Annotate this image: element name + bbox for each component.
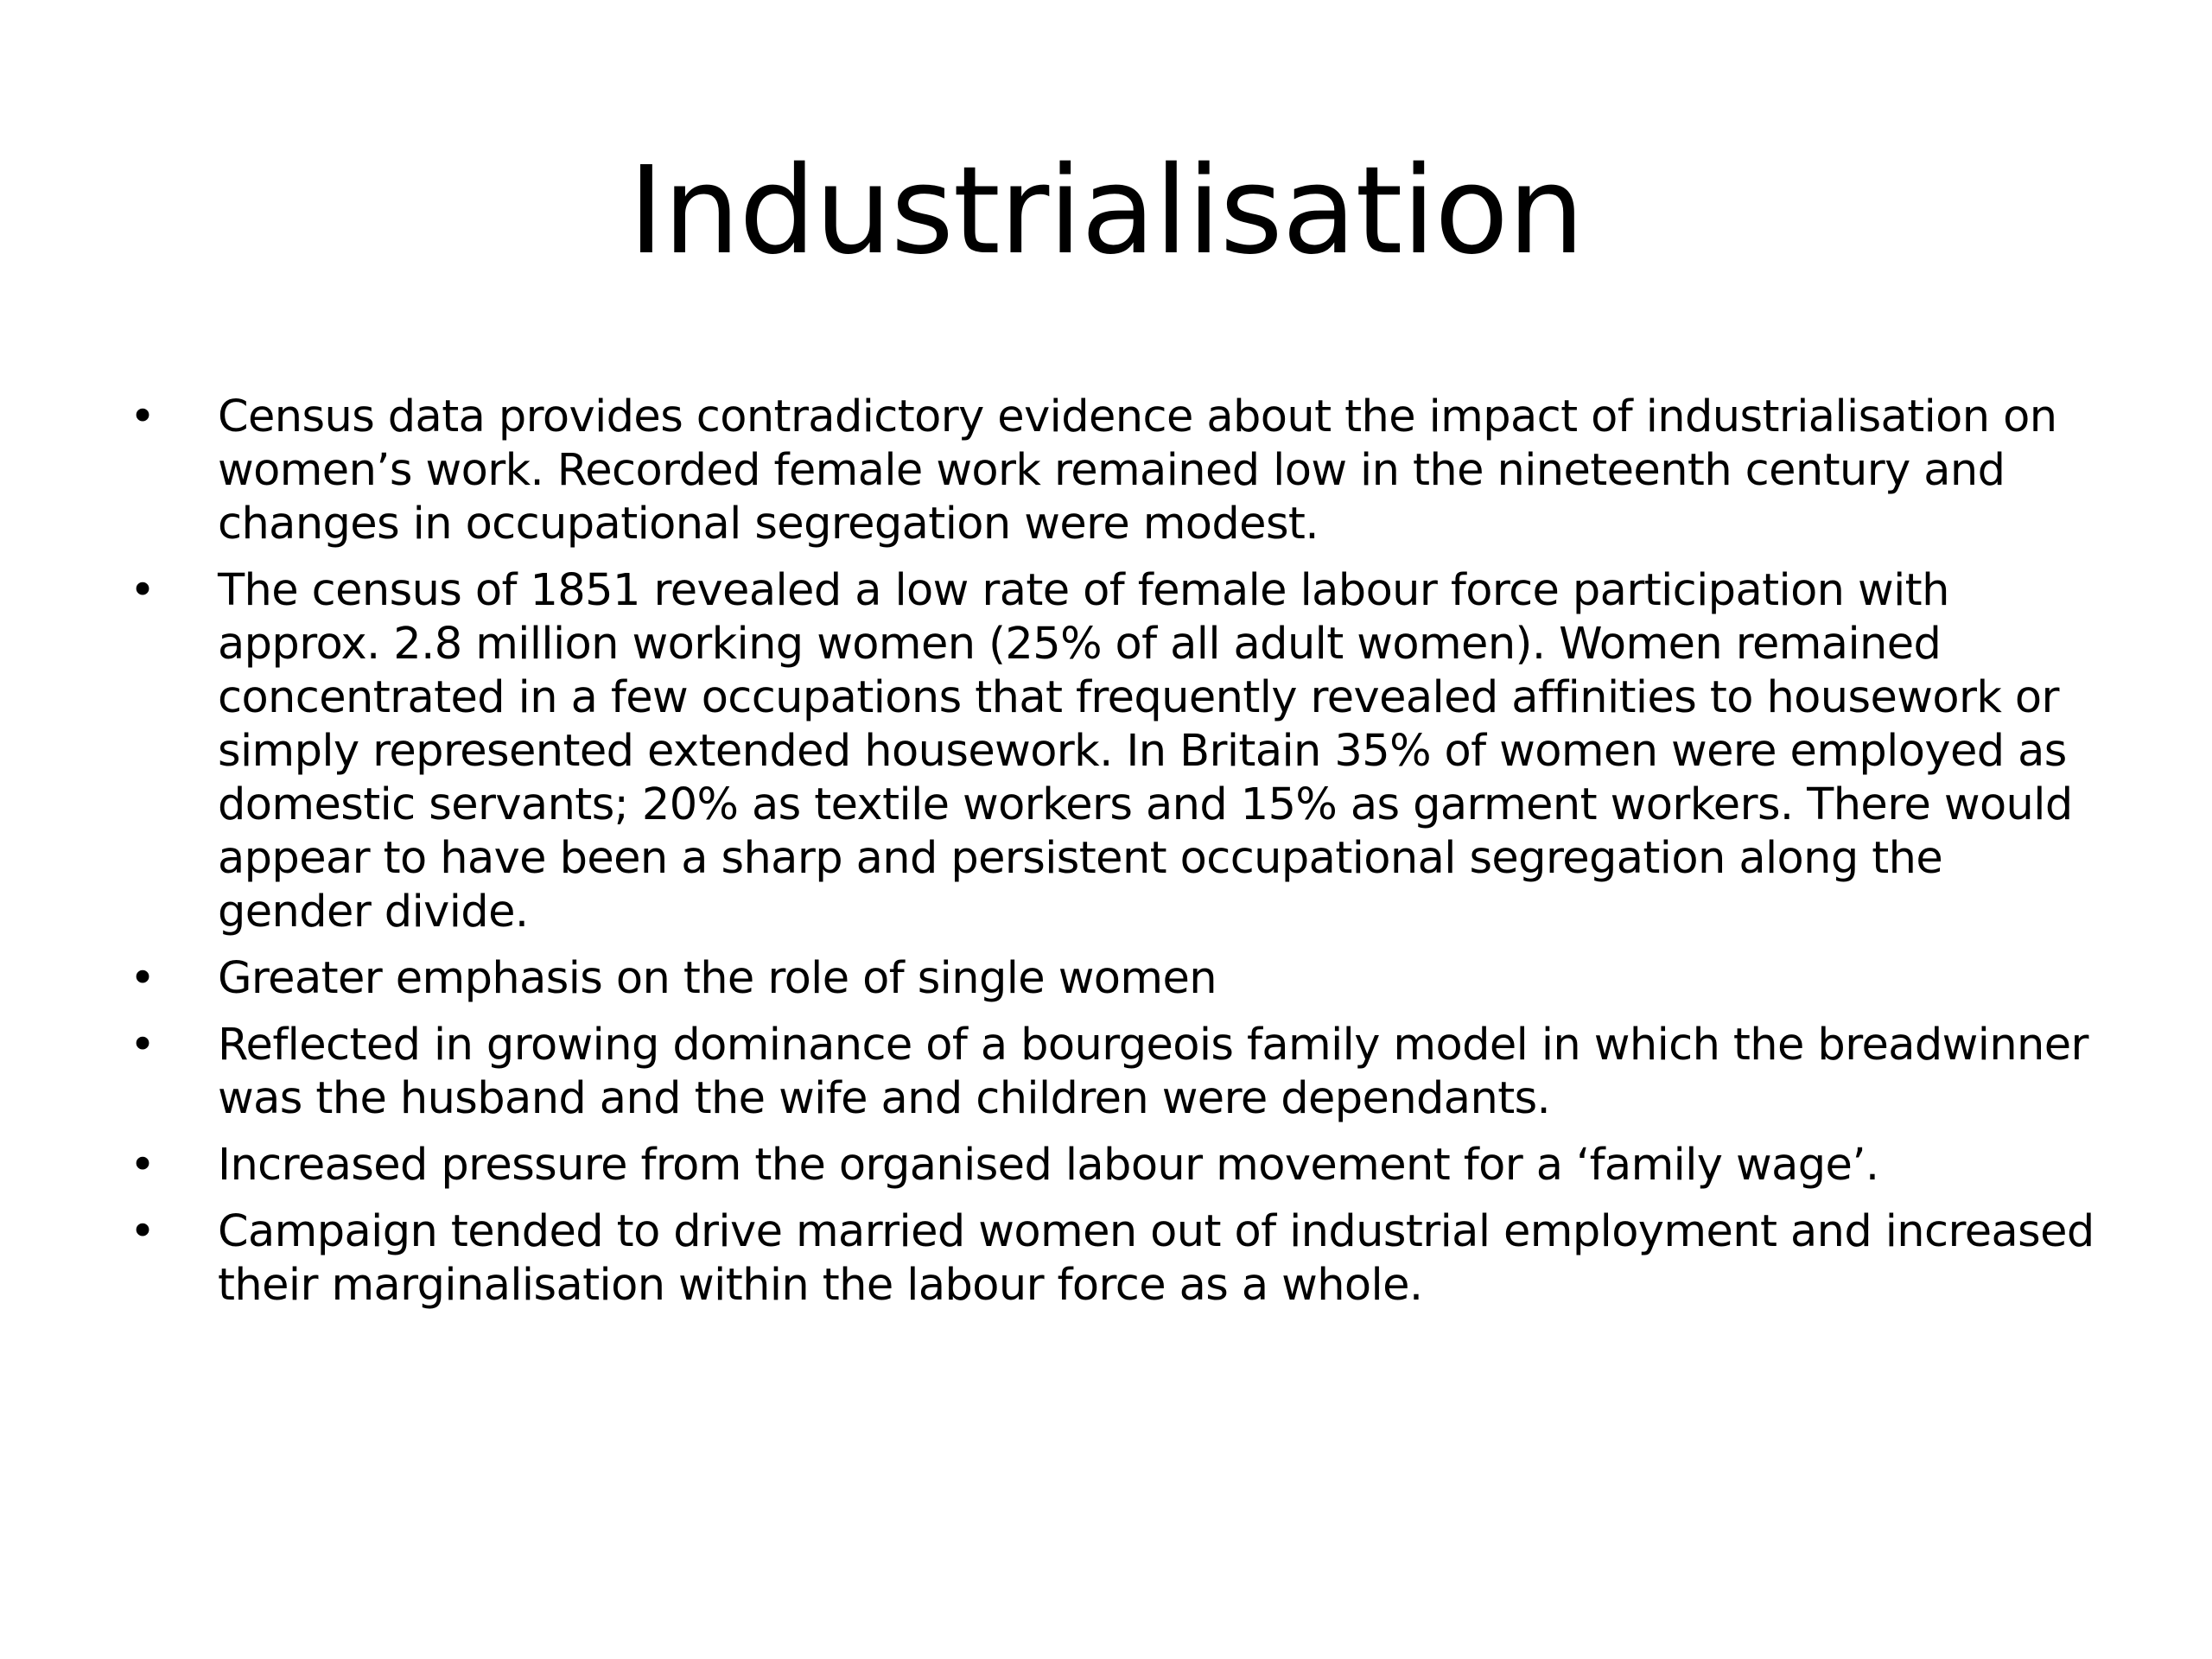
bullet-text: Greater emphasis on the role of single women (218, 953, 1217, 1004)
bullet-item (130, 564, 2108, 939)
bullet-dot-icon: • (130, 391, 156, 442)
bullet-dot-icon: • (130, 1140, 156, 1191)
bullet-item (130, 952, 2108, 1006)
bullet-item (130, 1019, 2108, 1126)
bullet-text: Census data provides contradictory evidence about the impact of industrialisation on women’s work. Recorded female work remained low in the nineteenth century and changes in occupational segregation were modest. (218, 391, 2057, 550)
bullet-dot-icon: • (130, 565, 156, 616)
bullet-text: The census of 1851 revealed a low rate of female labour force participation with approx. 2.8 million working women (25% of all adult women). Women remained concentrated in a few occupations that frequently revealed affinities to housework or simply represented extended housework. In Britain 35% of women were employed as domestic servants; 20% as textile workers and 15% as garment workers. There would appear to have been a sharp and persistent occupational segregation along the gender divide. (218, 565, 2073, 938)
bullet-item (130, 1139, 2108, 1192)
slide-title: Industrialisation (628, 141, 1584, 282)
bullet-dot-icon: • (130, 1020, 156, 1071)
bullet-text: Reflected in growing dominance of a bourgeois family model in which the breadwinner was the husband and the wife and children were dependants. (218, 1020, 2088, 1124)
bullet-list (130, 391, 2108, 1325)
bullet-dot-icon: • (130, 1206, 156, 1257)
bullet-item (130, 1205, 2108, 1313)
bullet-text: Increased pressure from the organised labour movement for a ‘family wage’. (218, 1140, 1879, 1191)
bullet-text: Campaign tended to drive married women out of industrial employment and increased their marginalisation within the labour force as a whole. (218, 1206, 2094, 1311)
bullet-dot-icon: • (130, 953, 156, 1004)
bullet-item (130, 391, 2108, 551)
